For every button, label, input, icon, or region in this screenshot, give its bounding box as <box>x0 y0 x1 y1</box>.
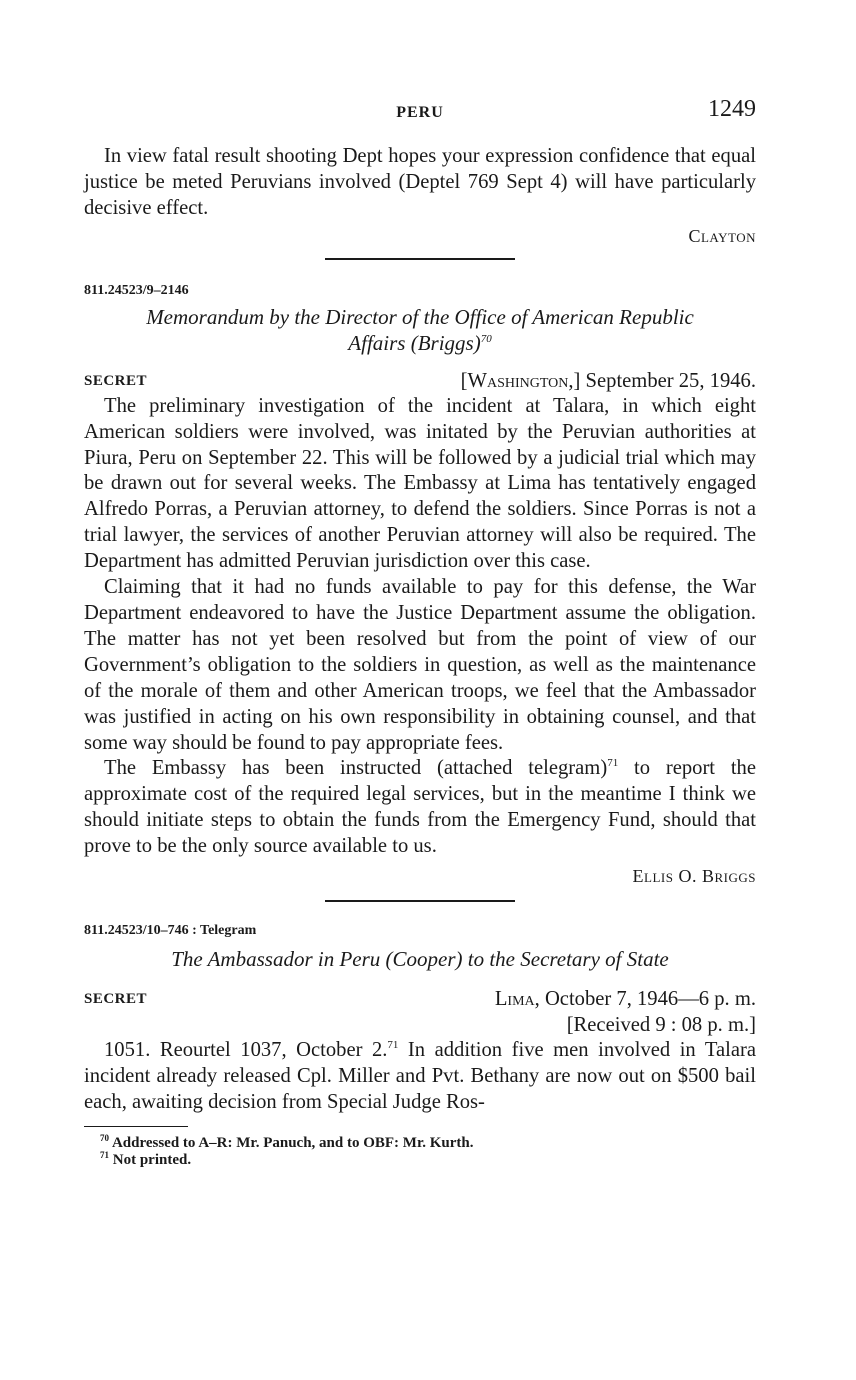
memo-title-affairs: Affairs (Briggs) <box>348 330 481 355</box>
telegram-paragraph-start: 1051. Reourtel 1037, October 2. <box>104 1039 388 1062</box>
memo-paragraph-3-start: The Embassy has been instructed (attached telegram) <box>104 757 608 780</box>
section-divider <box>325 258 515 260</box>
memo-paragraph-2: Claiming that it had no funds available to pay for this defense, the War Department endeavored to have the Justice Department assume the obligation. The matter has not yet been resolved but from the point of view of our Government’s obligation to the soldiers in question, as well as the maintenance of the morale of them and other American troops, we feel that the Ambassador was justified in acting on his own responsibility in obtaining counsel, and that some way should be found to pay appropriate fees. <box>84 576 756 754</box>
footnote-70-text: Addressed to A–R: Mr. Panuch, and to OBF: Mr. Kurth. <box>111 1134 474 1151</box>
section-divider <box>325 900 515 902</box>
telegram-date: October 7, 1946—6 p. m. <box>544 988 756 1011</box>
memo-file-reference: 811.24523/9–2146 <box>84 282 189 298</box>
memo-place: Washington, <box>467 369 574 392</box>
footnote-ref-71b: 71 <box>387 1039 399 1052</box>
signature-briggs: Ellis O. Briggs <box>632 866 756 887</box>
footnote-70-number: 70 <box>100 1132 109 1143</box>
telegram-received: [Received 9 : 08 p. m.] <box>566 1014 756 1037</box>
telegram-dateline <box>84 986 756 1012</box>
memo-place-date: [Washington,] September 25, 1946. <box>460 369 756 392</box>
telegram-classification: SECRET <box>84 991 148 1008</box>
page-header <box>84 96 756 130</box>
memo-title-line1: Memorandum by the Director of the Office of American Republic <box>146 304 694 329</box>
signature-clayton: Clayton <box>688 225 756 246</box>
page-number: 1249 <box>708 96 756 122</box>
footnote-divider <box>84 1126 188 1127</box>
memo-date: September 25, 1946. <box>585 369 756 392</box>
footnote-70 <box>84 1132 756 1152</box>
memo-paragraph-3-end: to report the approximate cost of the required legal services, but in the meantime I think we should initiate steps to obtain the funds from the Emergency Fund, should that prove to be the only source available to us. <box>84 757 756 858</box>
memo-paragraph-1: The preliminary investigation of the incident at Talara, in which eight American soldiers were involved, was initated by the Peruvian authorities at Piura, Peru on September 22. This will be followed by a judicial trial which may be drawn out for several weeks. The Embassy at Lima has tentatively engaged Alfredo Porras, a Peruvian attorney, to defend the soldiers. Since Porras is not a trial lawyer, the services of another Peruvian attorney will also be required. The Department has admitted Peruvian jurisdiction over this case. <box>84 394 756 573</box>
memo-dateline <box>84 368 756 394</box>
running-head: PERU <box>396 104 444 121</box>
telegram-place-date <box>495 986 756 1012</box>
memo-classification: SECRET <box>84 372 148 389</box>
footnote-ref-71: 71 <box>607 757 619 770</box>
telegram-place: Lima, <box>494 988 540 1011</box>
footnote-71 <box>84 1149 756 1169</box>
telegram-paragraph <box>84 1038 756 1116</box>
document-page <box>84 96 756 1169</box>
telegram-paragraph-end: In addition five men involved in Talara incident already released Cpl. Miller and Pvt. Bethany are now out on $500 bail each, awaiting decision from Special Judge Ros- <box>84 1039 756 1113</box>
footnote-71-number: 71 <box>100 1149 109 1160</box>
footnote-71-text: Not printed. <box>112 1151 192 1168</box>
opening-paragraph: In view fatal result shooting Dept hopes your expression confidence that equal justice be meted Peruvians involved (Deptel 769 Sept 4) will have particularly decisive effect. <box>84 145 756 219</box>
footnote-ref-70: 70 <box>480 332 492 345</box>
memo-title <box>84 304 756 356</box>
memo-paragraph-3 <box>84 756 756 860</box>
telegram-file-reference: 811.24523/10–746 : Telegram <box>84 923 257 939</box>
memo-title-line2 <box>84 330 756 356</box>
telegram-title: The Ambassador in Peru (Cooper) to the Secretary of State <box>171 947 669 972</box>
